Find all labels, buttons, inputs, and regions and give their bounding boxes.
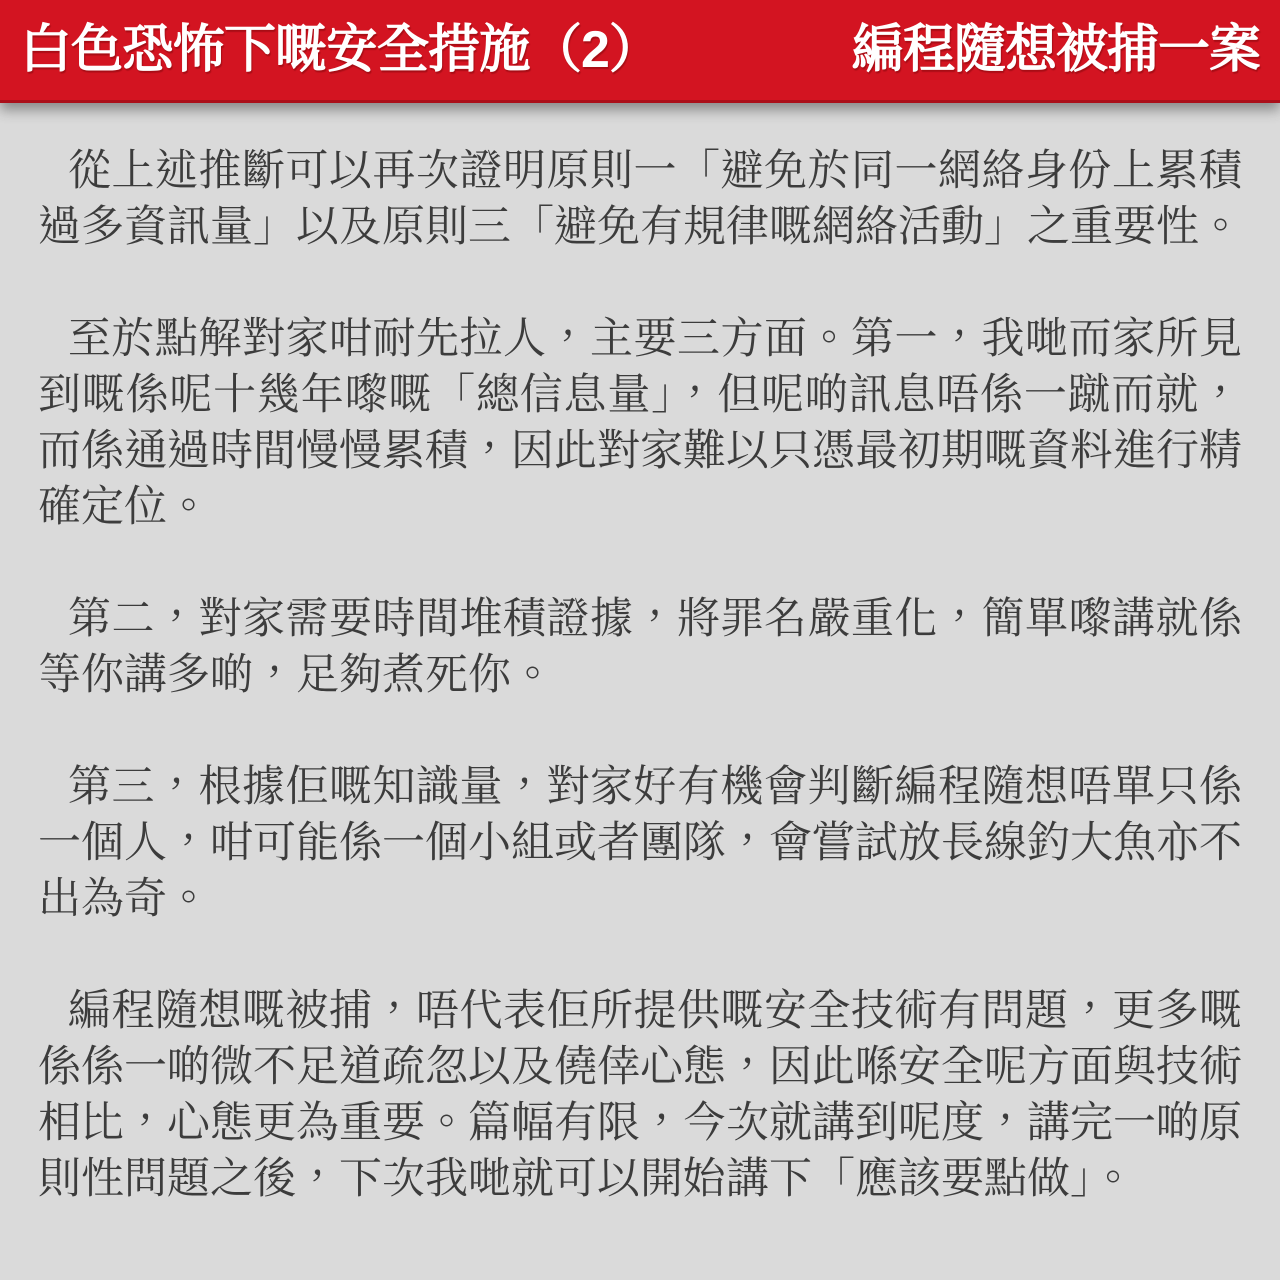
paragraph-4: 第三，根據佢嘅知識量，對家好有機會判斷編程隨想唔單只係一個人，咁可能係一個小組或者團隊，會嘗試放長線釣大魚亦不出為奇。 — [38, 763, 1242, 923]
header-title-right: 編程隨想被捕一案 — [851, 21, 1260, 79]
paragraph-2: 至於點解對家咁耐先拉人，主要三方面。第一，我哋而家所見到嘅係呢十幾年嚟嘅「總信息量」，但呢啲訊息唔係一蹴而就，而係通過時間慢慢累積，因此對家難以只憑最初期嘅資料進行精確定位。 — [38, 315, 1242, 531]
paragraph-3: 第二，對家需要時間堆積證據，將罪名嚴重化，簡單嚟講就係等你講多啲，足夠煮死你。 — [38, 595, 1242, 699]
header-banner — [0, 0, 1280, 103]
paragraph-5: 編程隨想嘅被捕，唔代表佢所提供嘅安全技術有問題，更多嘅係係一啲微不足道疏忽以及僥倖心態，因此喺安全呢方面與技術相比，心態更為重要。篇幅有限，今次就講到呢度，講完一啲原則性問題之後，下次我哋就可以開始講下「應該要點做」。 — [38, 987, 1242, 1203]
paragraph-1: 從上述推斷可以再次證明原則一「避免於同一網絡身份上累積過多資訊量」以及原則三「避免有規律嘅網絡活動」之重要性。 — [38, 147, 1242, 251]
header-title-left: 白色恐怖下嘅安全措施（2） — [20, 21, 660, 79]
article-body — [0, 103, 1280, 1267]
